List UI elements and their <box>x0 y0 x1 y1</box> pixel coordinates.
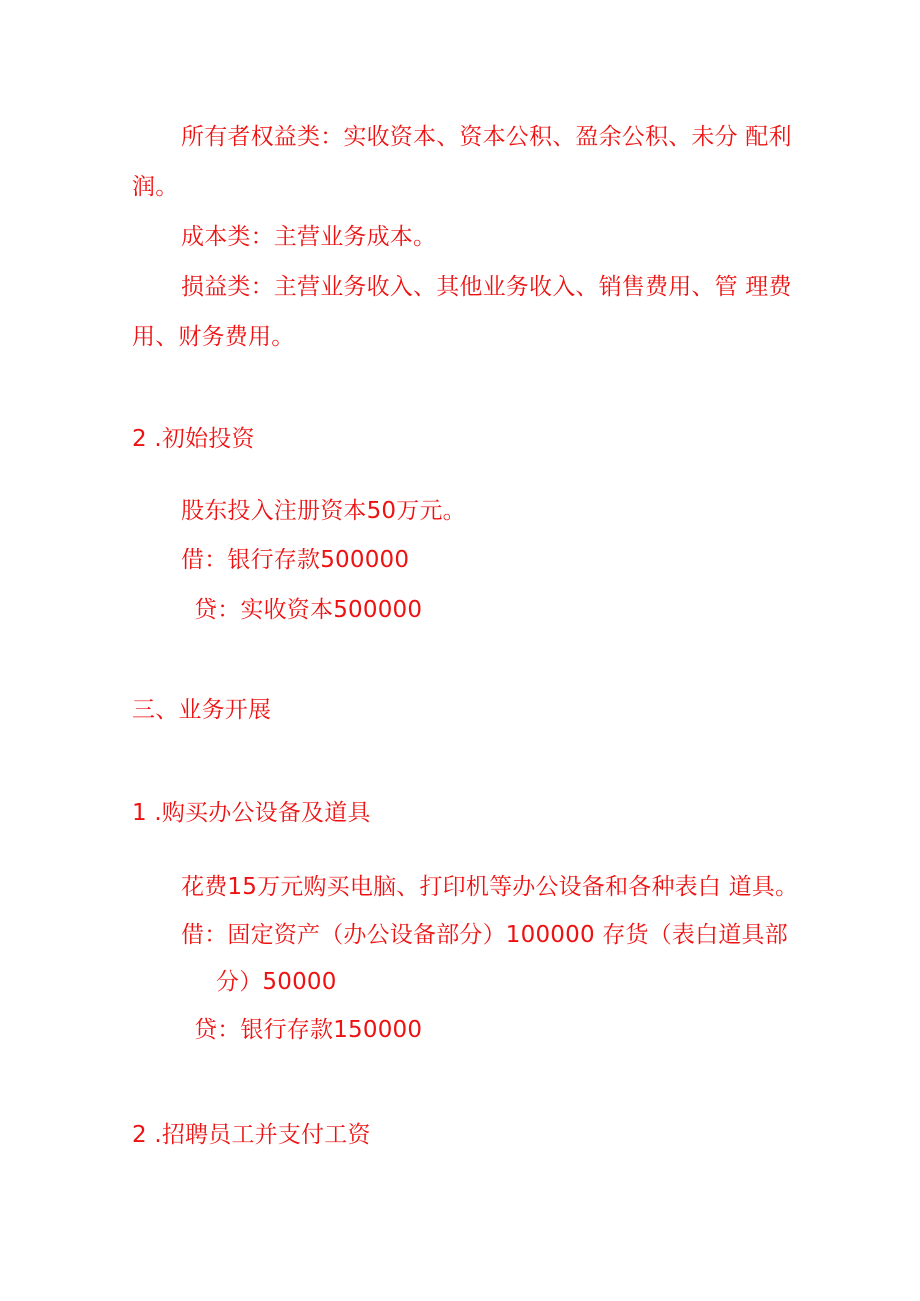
initial-investment-description: 股东投入注册资本50万元。 <box>181 498 466 524</box>
initial-investment-credit-entry: 贷：实收资本500000 <box>194 597 423 623</box>
purchase-equipment-heading: 1 .购买办公设备及道具 <box>132 800 371 826</box>
profit-loss-accounts-line-2: 用、财务费用。 <box>132 324 295 350</box>
hire-employees-heading: 2 .招聘员工并支付工资 <box>132 1122 371 1148</box>
owner-equity-accounts-line-1: 所有者权益类：实收资本、资本公积、盈余公积、未分 配利 <box>181 124 792 150</box>
section-initial-investment-heading: 2 .初始投资 <box>132 426 255 452</box>
purchase-equipment-description: 花费15万元购买电脑、打印机等办公设备和各种表白 道具。 <box>181 874 799 900</box>
owner-equity-accounts-line-2: 润。 <box>132 174 179 200</box>
cost-accounts-line: 成本类：主营业务成本。 <box>181 224 437 250</box>
initial-investment-debit-entry: 借：银行存款500000 <box>181 547 410 573</box>
purchase-equipment-debit-entry-line-2: 分）50000 <box>216 969 337 995</box>
section-business-development-heading: 三、业务开展 <box>132 697 272 723</box>
profit-loss-accounts-line-1: 损益类：主营业务收入、其他业务收入、销售费用、管 理费 <box>181 274 792 300</box>
purchase-equipment-credit-entry: 贷：银行存款150000 <box>194 1017 423 1043</box>
purchase-equipment-debit-entry-line-1: 借：固定资产（办公设备部分）100000 存货（表白道具部 <box>181 922 788 948</box>
